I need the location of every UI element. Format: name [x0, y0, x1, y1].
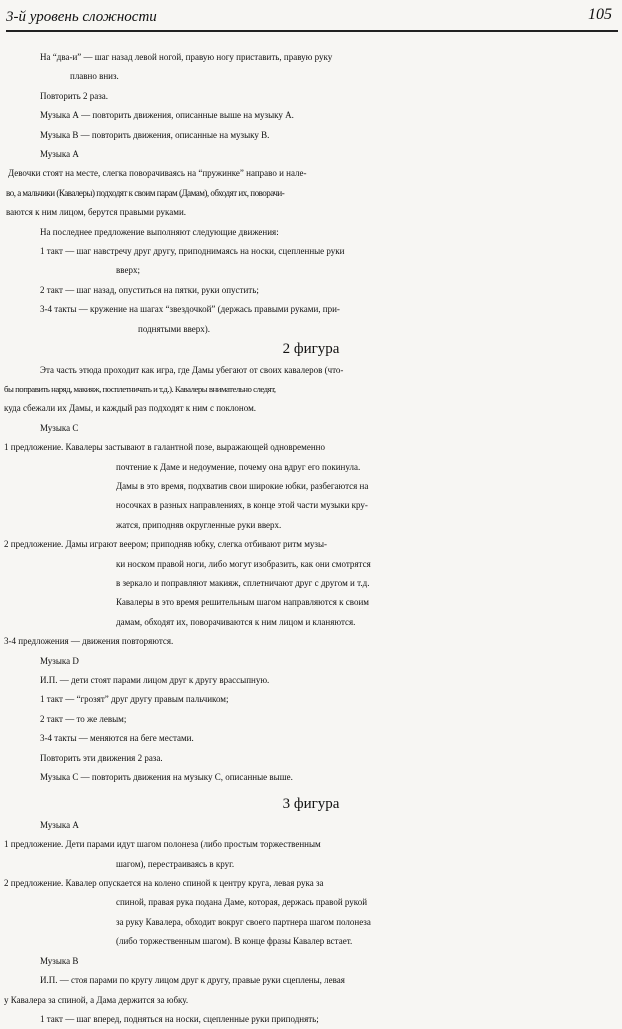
text-line: Музыка С — повторить движения на музыку С, описанные выше.: [40, 772, 293, 783]
text-line: в зеркало и поправляют макияж, сплетничают друг с другом и т.д.: [116, 577, 370, 588]
page-number: 105: [588, 6, 612, 23]
text-line: Музыка А — повторить движения, описанные выше на музыку А.: [40, 110, 294, 121]
text-line: Эта часть этюда проходит как игра, где Дамы убегают от своих кавалеров (что-: [40, 364, 344, 375]
section-label: Музыка В: [40, 955, 79, 966]
text-line: Девочки стоят на месте, слегка поворачиваясь на “пружинке” направо и нале-: [8, 168, 307, 179]
text-line: Музыка В — повторить движения, описанные на музыку В.: [40, 129, 270, 140]
text-line: И.П. — дети стоят парами лицом друг к другу врассыпную.: [40, 675, 270, 685]
section-label: Музыка А: [40, 819, 79, 830]
section-label: Музыка А: [40, 149, 79, 160]
text-line: куда сбежали их Дамы, и каждый раз подходят к ним с поклоном.: [4, 403, 257, 414]
text-line: бы поправить наряд, макияж, посплетничать и т.д.). Кавалеры внимательно следят,: [4, 383, 276, 394]
text-line: На последнее предложение выполняют следующие движения:: [40, 226, 279, 237]
page-body: [0, 48, 622, 1029]
text-line: вверх;: [116, 265, 140, 276]
text-line: 2 такт — шаг назад, опуститься на пятки, руки опустить;: [40, 284, 259, 295]
text-line: во, а мальчики (Кавалеры) подходят к своим парам (Дамам), обходят их, поворачи-: [6, 187, 285, 198]
text-line: 2 такт — то же левым;: [40, 713, 127, 724]
text-line: Дамы в это время, подхватив свои широкие юбки, разбегаются на: [116, 480, 369, 491]
text-line: 3-4 такты — меняются на беге местами.: [40, 733, 194, 744]
figure-heading: 2 фигура: [282, 341, 340, 358]
section-label: Музыка D: [40, 655, 79, 666]
chapter-title: 3-й уровень сложности: [6, 9, 157, 25]
header-rule: [6, 30, 618, 32]
text-line: Повторить эти движения 2 раза.: [40, 752, 163, 763]
text-line: 2 предложение. Кавалер опускается на колено спиной к центру круга, левая рука за: [4, 878, 324, 889]
text-line: 3-4 такты — кружение на шагах “звездочкой” (держась правыми руками, при-: [40, 304, 340, 315]
text-line: носочках в разных направлениях, в конце этой части музыки кру-: [116, 500, 368, 511]
text-line: ки носком правой ноги, либо могут изобразить, как они смотрятся: [116, 558, 371, 569]
page-header: [0, 0, 622, 32]
text-line: шагом), перестраиваясь в круг.: [116, 858, 235, 869]
text-line: 1 такт — шаг вперед, подняться на носки, сцепленные руки приподнять;: [40, 1013, 319, 1024]
text-line: ваются к ним лицом, берутся правыми руками.: [6, 207, 187, 218]
text-line: у Кавалера за спиной, а Дама держится за юбку.: [4, 994, 189, 1005]
text-line: почтение к Даме и недоумение, почему она вдруг его покинула.: [116, 461, 361, 472]
text-line: поднятыми вверх).: [138, 323, 211, 334]
text-line: (либо торжественным шагом). В конце фразы Кавалер встает.: [116, 936, 353, 947]
text-line: 3-4 предложения — движения повторяются.: [4, 636, 174, 647]
text-line: 1 предложение. Дети парами идут шагом полонеза (либо простым торжественным: [4, 839, 321, 850]
section-label: Музыка С: [40, 422, 79, 433]
text-line: 1 предложение. Кавалеры застывают в галантной позе, выражающей одновременно: [4, 442, 325, 453]
text-line: 1 такт — шаг навстречу друг другу, приподнимаясь на носки, сцепленные руки: [40, 246, 345, 257]
text-line: И.П. — стоя парами по кругу лицом друг к другу, правые руки сцеплены, левая: [40, 975, 345, 986]
text-line: дамам, обходят их, поворачиваются к ним лицом и кланяются.: [116, 616, 356, 627]
text-line: 2 предложение. Дамы играют веером; приподняв юбку, слегка отбивают ритм музы-: [4, 539, 328, 550]
figure-heading: 3 фигура: [282, 796, 340, 813]
text-line: жатся, приподняв округленные руки вверх.: [116, 519, 282, 530]
text-line: за руку Кавалера, обходит вокруг своего партнера шагом полонеза: [116, 916, 371, 927]
text-line: 1 такт — “грозят” друг другу правым пальчиком;: [40, 694, 229, 705]
text-line: плавно вниз.: [70, 71, 119, 82]
text-line: спиной, правая рука подана Даме, которая, держась правой рукой: [116, 897, 368, 908]
text-line: Повторить 2 раза.: [40, 90, 108, 101]
text-line: Кавалеры в это время решительным шагом направляются к своим: [116, 597, 369, 608]
text-line: На “два-и” — шаг назад левой ногой, правую ногу приставить, правую руку: [40, 52, 333, 62]
